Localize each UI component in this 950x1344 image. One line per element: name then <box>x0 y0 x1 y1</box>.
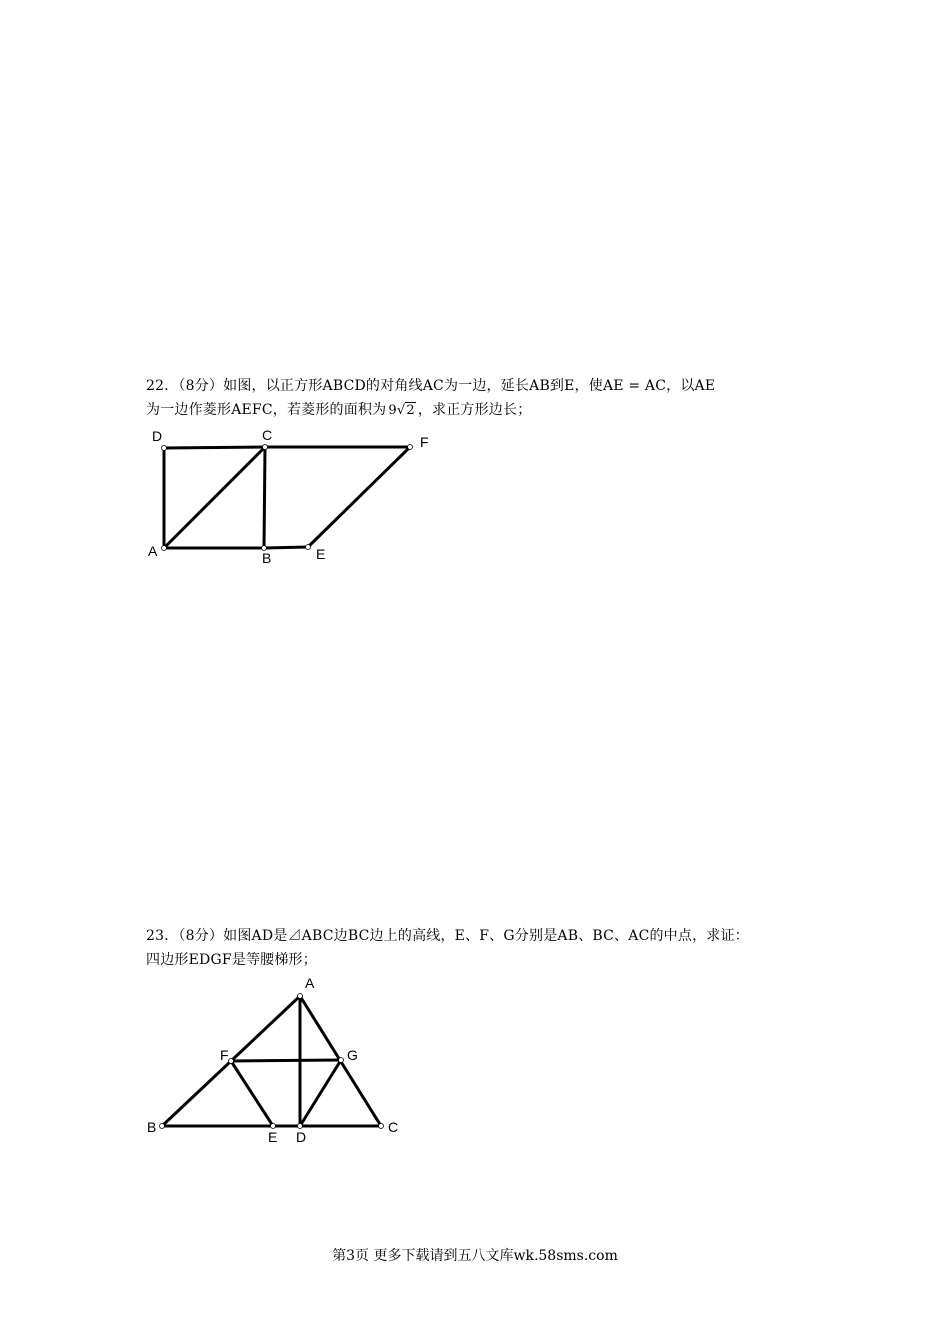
page-footer: 第3页 更多下载请到五八文库wk.58sms.com <box>332 1248 618 1264</box>
label-d: D <box>152 428 163 444</box>
segment-dc <box>164 447 265 448</box>
point-g <box>339 1058 344 1063</box>
point-d <box>162 446 167 451</box>
label-c: C <box>262 427 273 443</box>
problem-22-line-2 <box>146 398 816 423</box>
sqrt-sign: √ <box>396 403 406 418</box>
label-d: D <box>296 1129 307 1145</box>
point-e <box>306 545 311 550</box>
point-c <box>379 1124 384 1129</box>
area-radicand: 2 <box>406 403 415 418</box>
problem-23-line-2: 四边形EDGF是等腰梯形； <box>146 952 317 968</box>
label-e: E <box>316 546 326 562</box>
problem-22-line-2-end: ，求正方形边长； <box>417 402 532 418</box>
point-c <box>263 445 268 450</box>
problem-22-line-2-text: 为一边作菱形AEFC，若菱形的面积为 <box>146 402 387 418</box>
problem-23 <box>146 924 816 972</box>
label-c: C <box>388 1119 399 1135</box>
point-a <box>162 546 167 551</box>
point-a <box>298 994 303 999</box>
label-g: G <box>347 1047 358 1063</box>
area-coefficient: 9 <box>388 403 397 418</box>
label-b: B <box>262 550 272 566</box>
problem-23-line-1: 23．（8分）如图AD是⊿ABC边BC边上的高线，E、F、G分别是AB、BC、AC的中点，求证： <box>146 928 749 944</box>
figure-23-triangle <box>140 972 410 1152</box>
point-f <box>408 445 413 450</box>
point-f <box>229 1059 234 1064</box>
segment-fg <box>231 1060 341 1061</box>
label-f: F <box>420 434 429 450</box>
label-a: A <box>148 543 158 559</box>
label-a: A <box>305 975 315 991</box>
segment-ac <box>164 447 265 548</box>
point-b <box>160 1124 165 1129</box>
problem-22-line-1: 22．（8分）如图，以正方形ABCD的对角线AC为一边，延长AB到E，使AE = AC，以AE <box>146 378 716 394</box>
segment-gd <box>300 1060 341 1126</box>
label-b: B <box>147 1119 157 1135</box>
figure-22-square-rhombus <box>140 425 440 570</box>
point-d <box>298 1124 303 1129</box>
point-e <box>271 1124 276 1129</box>
problem-22 <box>146 374 816 423</box>
label-f: F <box>220 1047 229 1063</box>
segment-fe <box>231 1061 273 1126</box>
segment-cb <box>264 447 265 548</box>
segment-be <box>264 547 308 548</box>
label-e: E <box>268 1129 278 1145</box>
area-value <box>388 403 415 418</box>
segment-ef <box>308 447 410 547</box>
